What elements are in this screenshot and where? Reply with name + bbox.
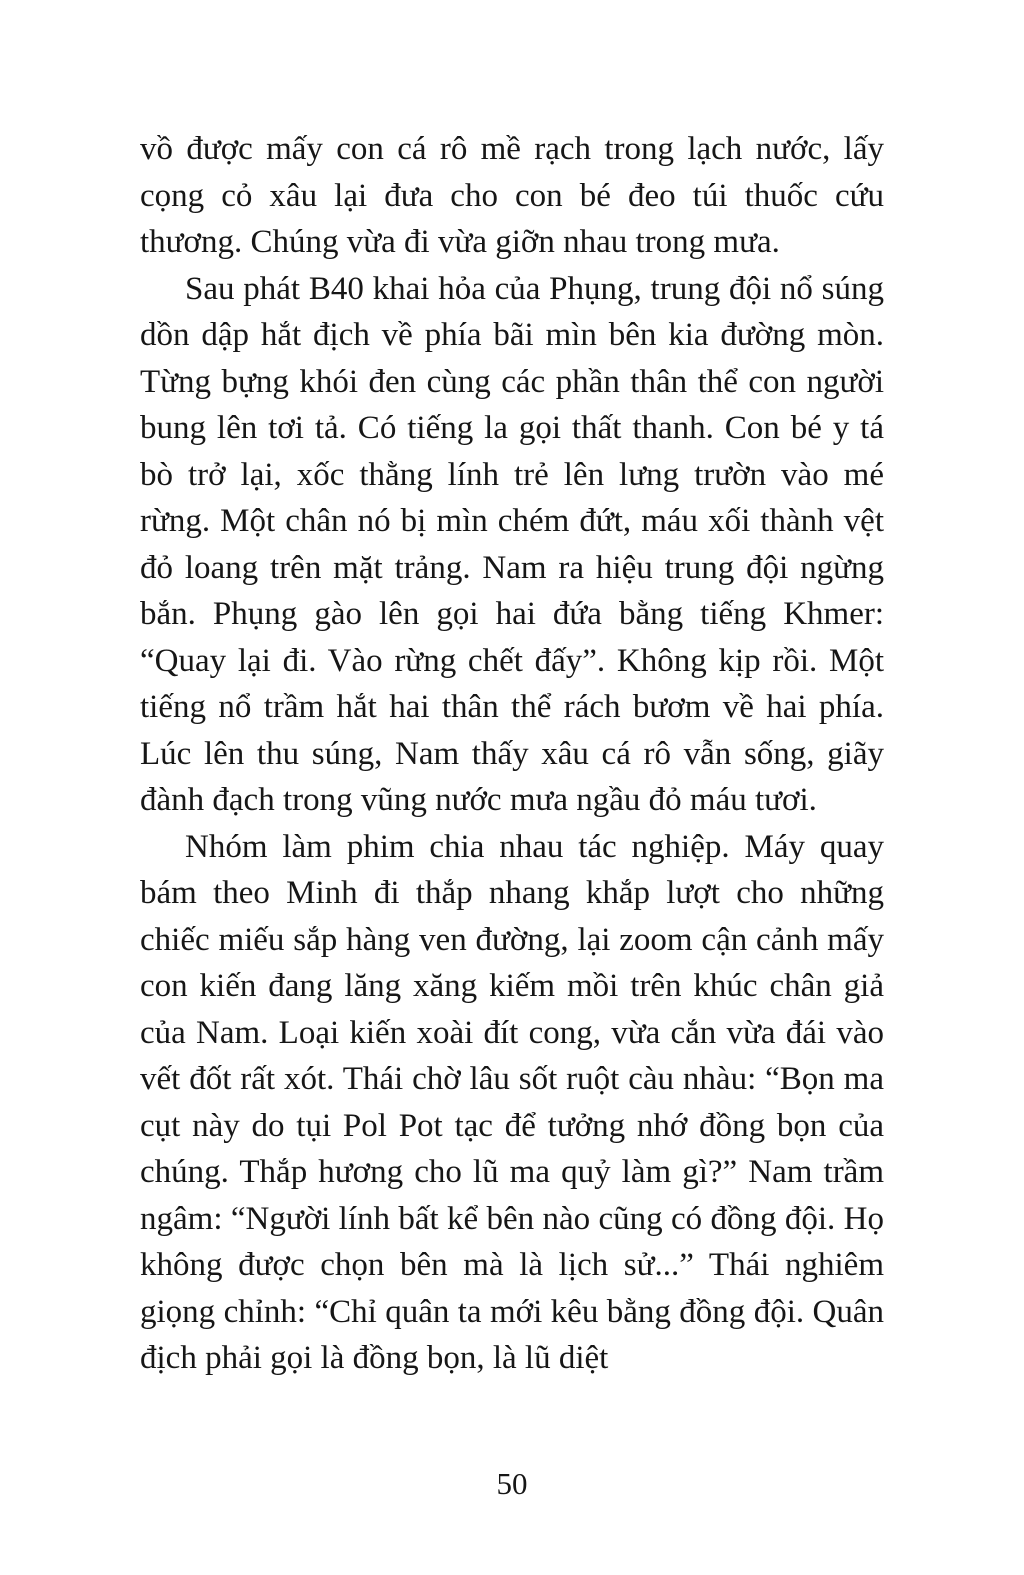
paragraph: Sau phát B40 khai hỏa của Phụng, trung đội nổ súng dồn dập hắt địch về phía bãi mìn bên kia đường mòn. Từng bựng khói đen cùng các phần thân thể con người bung lên tơi tả. Có tiếng la gọi thất thanh. Con bé y tá bò trở lại, xốc thằng lính trẻ lên lưng trườn vào mé rừng. Một chân nó bị mìn chém đứt, máu xối thành vệt đỏ loang trên mặt trảng. Nam ra hiệu trung đội ngừng bắn. Phụng gào lên gọi hai đứa bằng tiếng Khmer: “Quay lại đi. Vào rừng chết đấy”. Không kịp rồi. Một tiếng nổ trầm hắt hai thân thể rách bươm về hai phía. Lúc lên thu súng, Nam thấy xâu cá rô vẫn sống, giãy đành đạch trong vũng nước mưa ngầu đỏ máu tươi.: [140, 270, 884, 818]
page-number: 50: [496, 1466, 528, 1501]
paragraph: vồ được mấy con cá rô mề rạch trong lạch nước, lấy cọng cỏ xâu lại đưa cho con bé đeo túi thuốc cứu thương. Chúng vừa đi vừa giỡn nhau trong mưa.: [140, 131, 884, 260]
paragraph: Nhóm làm phim chia nhau tác nghiệp. Máy quay bám theo Minh đi thắp nhang khắp lượt cho những chiếc miếu sắp hàng ven đường, lại zoom cận cảnh mấy con kiến đang lăng xăng kiếm mồi trên khúc chân giả của Nam. Loại kiến xoài đít cong, vừa cắn vừa đái vào vết đốt rất xót. Thái chờ lâu sốt ruột càu nhàu: “Bọn ma cụt này do tụi Pol Pot tạc để tưởng nhớ đồng bọn của chúng. Thắp hương cho lũ ma quỷ làm gì?” Nam trầm ngâm: “Người lính bất kể bên nào cũng có đồng đội. Họ không được chọn bên mà là lịch sử...” Thái nghiêm giọng chỉnh: “Chỉ quân ta mới kêu bằng đồng đội. Quân địch phải gọi là đồng bọn, là lũ diệt: [140, 828, 884, 1376]
text-block: [140, 126, 884, 1382]
